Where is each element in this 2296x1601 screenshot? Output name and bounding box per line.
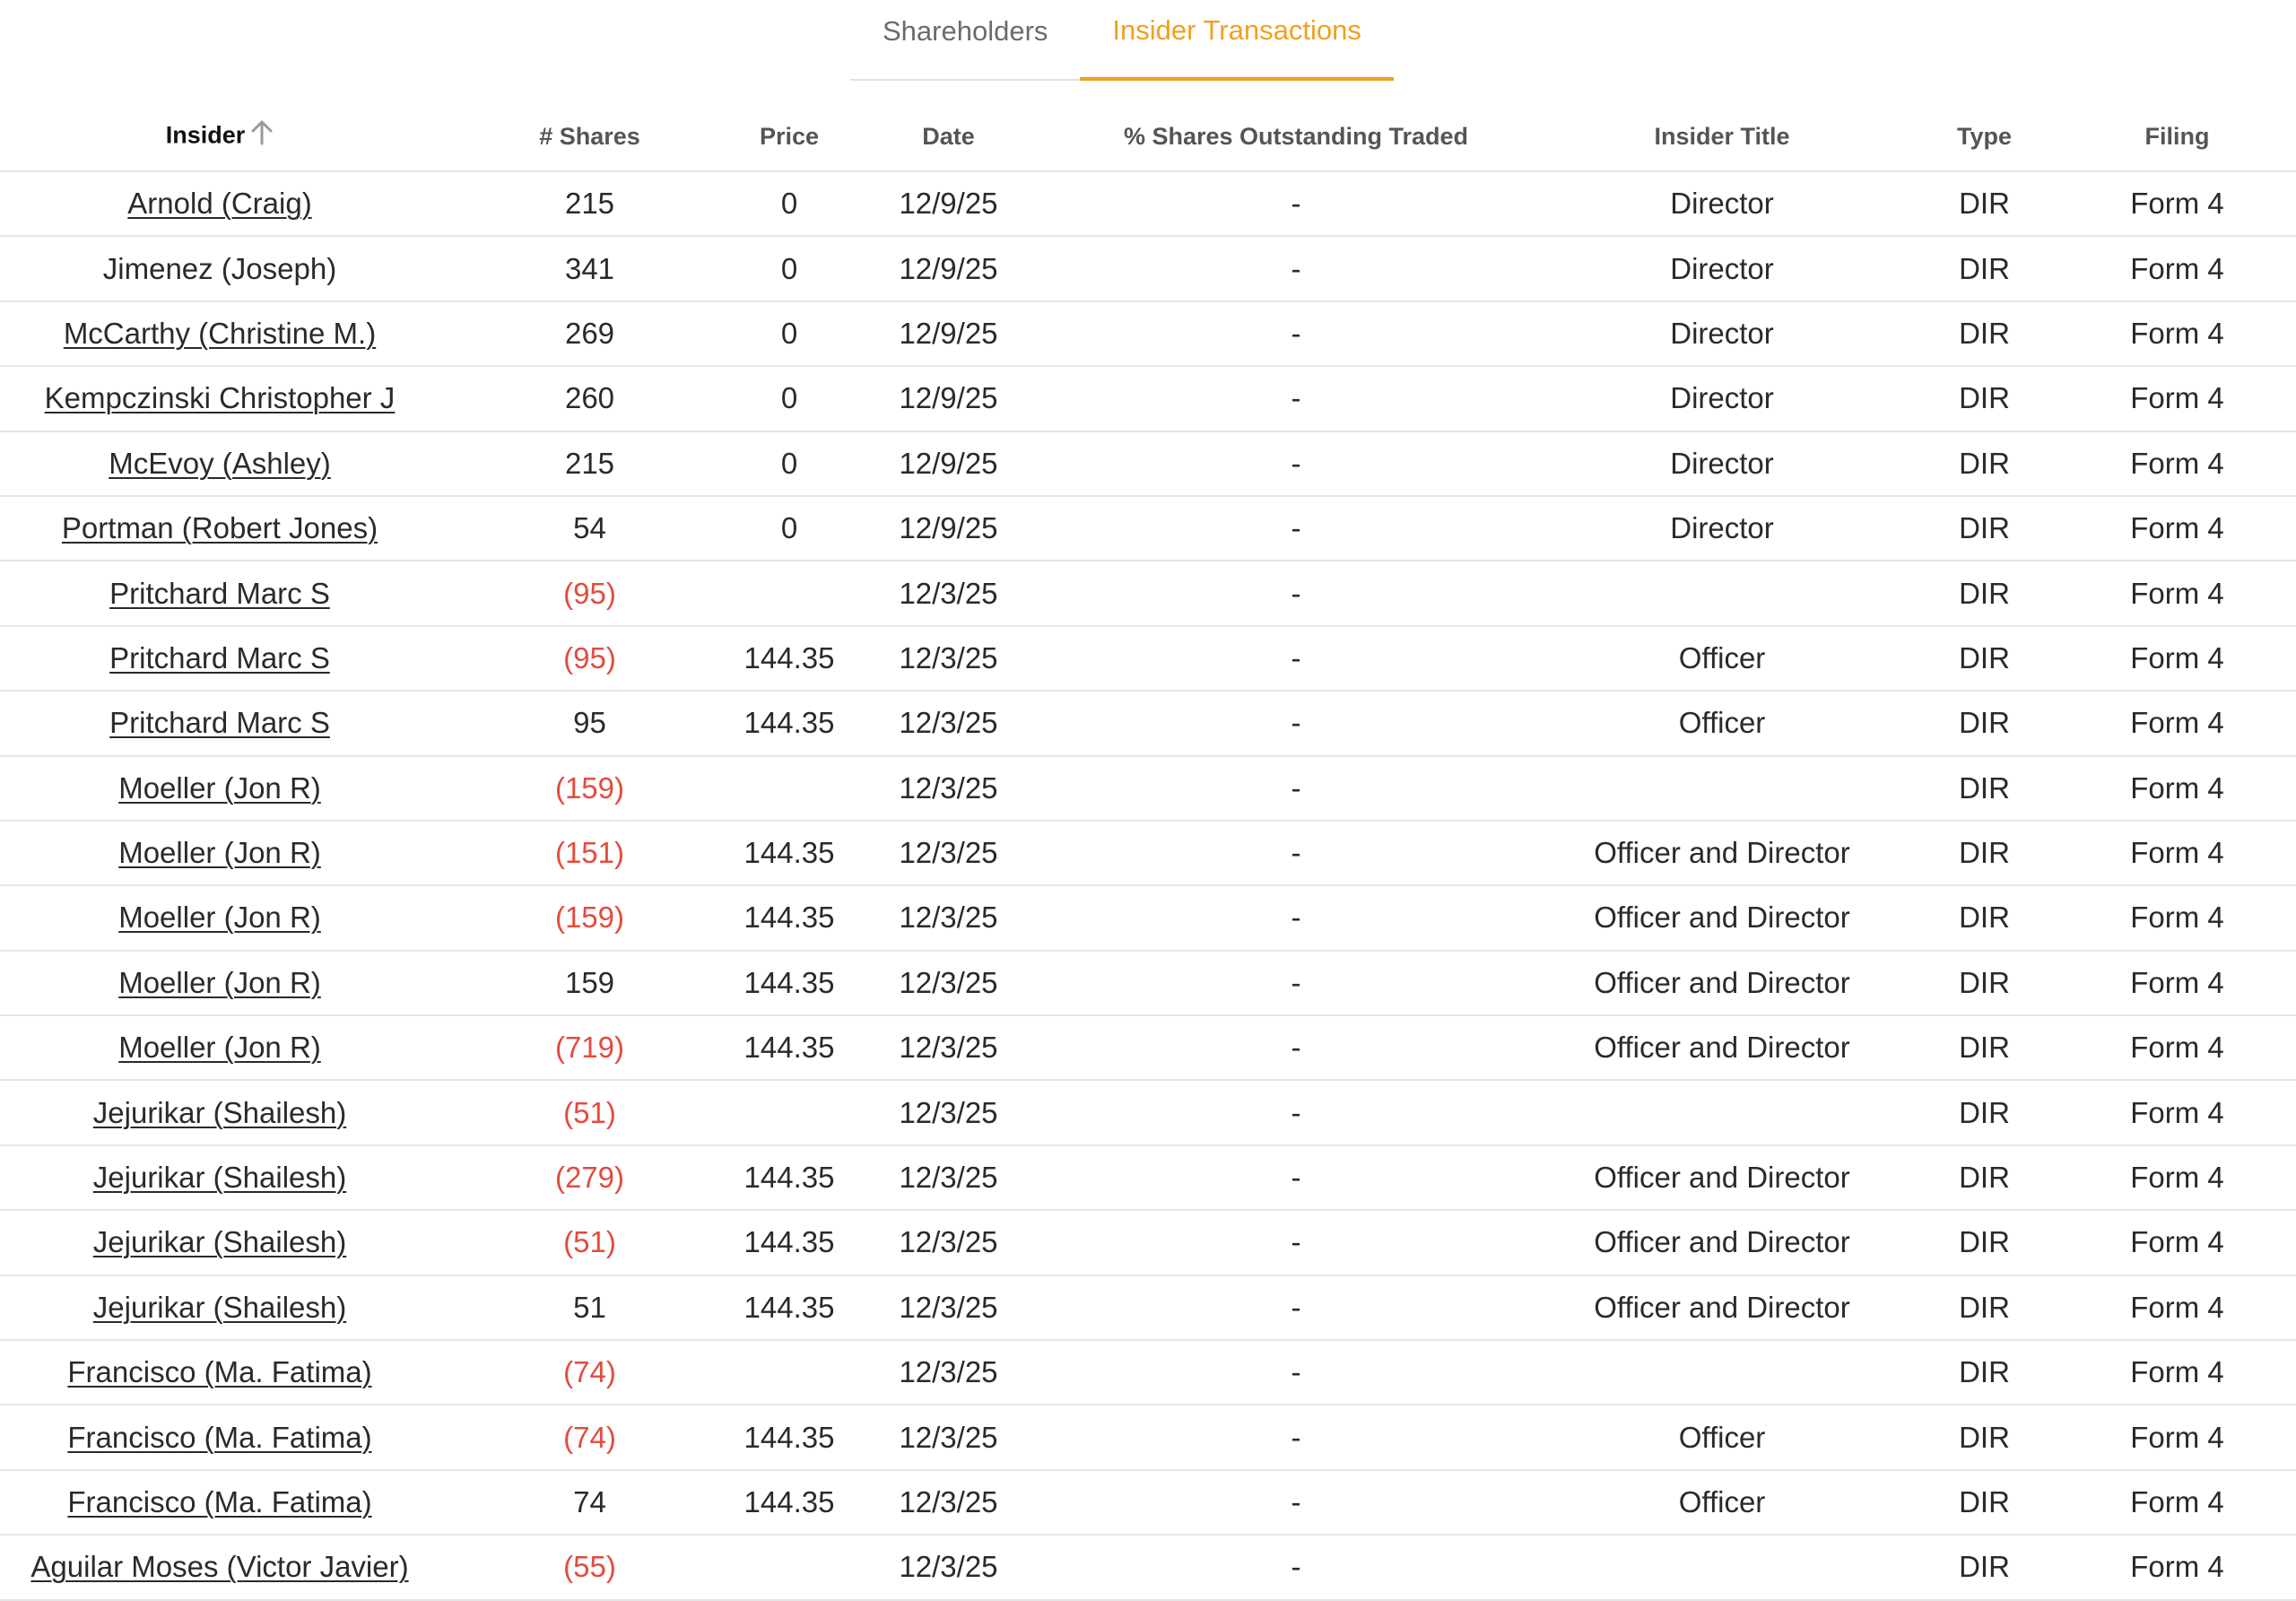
price-cell: 144.35 [740,951,839,1015]
insider-cell [0,1405,439,1469]
insider-link[interactable]: Moeller (Jon R) [118,836,321,870]
table-header-row [0,102,2296,171]
filing-link[interactable]: Form 4 [2130,381,2224,415]
insider-link[interactable]: Jejurikar (Shailesh) [92,1290,347,1324]
shares-cell: (159) [439,756,740,821]
type-cell: DIR [1910,821,2058,885]
date-cell: 12/3/25 [839,1275,1058,1340]
pct-outstanding-cell: - [1058,821,1534,885]
table-row [0,236,2296,300]
insider-link[interactable]: Pritchard Marc S [109,640,330,674]
shares-cell: (95) [439,561,740,625]
table-row [0,885,2296,950]
price-cell: 144.35 [740,1405,839,1469]
shares-cell: 215 [439,431,740,496]
filing-link[interactable]: Form 4 [2130,316,2224,350]
filing-cell [2058,1145,2296,1210]
price-cell: 0 [740,171,839,236]
date-cell: 12/3/25 [839,1470,1058,1535]
table-row [0,951,2296,1015]
type-cell: DIR [1910,1535,2058,1599]
column-header-type[interactable] [1910,102,2058,171]
date-cell: 12/3/25 [839,1535,1058,1599]
filing-cell [2058,885,2296,950]
insider-link[interactable]: Jejurikar (Shailesh) [92,1095,347,1129]
price-cell [740,756,839,821]
type-cell: DIR [1910,301,2058,366]
filing-cell [2058,626,2296,691]
price-cell [740,561,839,625]
filing-link[interactable]: Form 4 [2130,187,2224,221]
filing-link[interactable]: Form 4 [2130,251,2224,285]
shares-cell: (55) [439,1535,740,1599]
table-row [0,1080,2296,1144]
filing-link[interactable]: Form 4 [2130,706,2224,740]
insider-name: Jimenez (Joseph) [102,251,337,285]
type-cell: DIR [1910,1340,2058,1405]
insider-cell [0,1210,439,1275]
price-cell: 144.35 [740,626,839,691]
insider-cell [0,821,439,885]
insider-link[interactable]: Jejurikar (Shailesh) [92,1225,347,1259]
filing-cell [2058,1015,2296,1080]
filing-cell [2058,366,2296,431]
insider-link[interactable]: Moeller (Jon R) [118,965,321,999]
insider-cell [0,691,439,755]
shares-cell: 341 [439,236,740,300]
insider-link[interactable]: McEvoy (Ashley) [109,446,331,480]
insider-link[interactable]: Jejurikar (Shailesh) [92,1161,347,1195]
shares-cell: 74 [439,1470,740,1535]
date-cell: 12/3/25 [839,1340,1058,1405]
insider-title-cell: Officer [1534,626,1910,691]
insider-title-cell: Officer [1534,691,1910,755]
price-cell: 144.35 [740,1210,839,1275]
type-cell: DIR [1910,885,2058,950]
type-cell: DIR [1910,496,2058,561]
pct-outstanding-cell: - [1058,561,1534,625]
insider-title-cell: Officer and Director [1534,885,1910,950]
table-row [0,1145,2296,1210]
insider-title-cell: Officer and Director [1534,1145,1910,1210]
insider-cell [0,1080,439,1144]
date-cell: 12/3/25 [839,626,1058,691]
price-cell: 0 [740,496,839,561]
filing-link[interactable]: Form 4 [2130,770,2224,805]
insider-link[interactable]: Portman (Robert Jones) [61,511,378,545]
filing-link[interactable]: Form 4 [2130,836,2224,870]
pct-outstanding-cell: - [1058,1275,1534,1340]
pct-outstanding-cell: - [1058,691,1534,755]
insider-link[interactable]: Moeller (Jon R) [118,770,321,805]
price-cell: 144.35 [740,821,839,885]
column-header-shares[interactable] [439,102,740,171]
shares-cell: (159) [439,885,740,950]
column-header-date-label: Date [922,122,975,150]
table-row [0,1405,2296,1469]
column-header-filing[interactable] [2058,102,2296,171]
column-header-price[interactable] [740,102,839,171]
insider-link[interactable]: Pritchard Marc S [109,706,330,740]
table-row [0,1015,2296,1080]
type-cell: DIR [1910,561,2058,625]
shares-cell: 215 [439,171,740,236]
date-cell: 12/3/25 [839,756,1058,821]
type-cell: DIR [1910,431,2058,496]
pct-outstanding-cell: - [1058,1340,1534,1405]
shares-cell: (95) [439,626,740,691]
insider-title-cell: Director [1534,366,1910,431]
type-cell: DIR [1910,1275,2058,1340]
filing-cell [2058,1535,2296,1599]
insider-title-cell: Officer and Director [1534,951,1910,1015]
filing-cell [2058,1210,2296,1275]
type-cell: DIR [1910,951,2058,1015]
insider-cell [0,756,439,821]
price-cell: 144.35 [740,885,839,950]
pct-outstanding-cell: - [1058,626,1534,691]
insider-cell [0,1275,439,1340]
pct-outstanding-cell: - [1058,171,1534,236]
insider-title-cell: Director [1534,496,1910,561]
shares-cell: (74) [439,1340,740,1405]
date-cell: 12/9/25 [839,301,1058,366]
date-cell: 12/9/25 [839,431,1058,496]
filing-cell [2058,1405,2296,1469]
filing-link[interactable]: Form 4 [2130,1485,2224,1518]
type-cell: DIR [1910,1405,2058,1469]
filing-cell [2058,821,2296,885]
insider-cell [0,1535,439,1599]
table-row [0,626,2296,691]
table-row [0,496,2296,561]
pct-outstanding-cell: - [1058,431,1534,496]
insider-cell [0,1470,439,1535]
filing-link[interactable]: Form 4 [2130,1355,2224,1389]
table-row [0,756,2296,821]
insider-title-cell: Director [1534,171,1910,236]
tab-shareholders-label: Shareholders [883,15,1048,47]
insider-cell [0,171,439,236]
tab-insider-transactions-label: Insider Transactions [1112,14,1361,46]
filing-link[interactable]: Form 4 [2130,1290,2224,1324]
filing-link[interactable]: Form 4 [2130,901,2224,935]
filing-cell [2058,1275,2296,1340]
table-row [0,821,2296,885]
pct-outstanding-cell: - [1058,236,1534,300]
insider-cell [0,496,439,561]
tab-insider-transactions[interactable] [1080,0,1393,81]
tab-bar [850,0,1394,81]
insider-cell [0,951,439,1015]
table-row [0,1210,2296,1275]
insider-cell [0,1340,439,1405]
shares-cell: 51 [439,1275,740,1340]
pct-outstanding-cell: - [1058,1470,1534,1535]
insider-link[interactable]: Aguilar Moses (Victor Javier) [30,1550,409,1584]
insider-transactions-table [0,102,2296,1601]
column-header-insider[interactable] [0,102,439,171]
insider-link[interactable]: Moeller (Jon R) [118,901,321,935]
shares-cell: (279) [439,1145,740,1210]
filing-link[interactable]: Form 4 [2130,1031,2224,1065]
price-cell [740,1080,839,1144]
insider-cell [0,1145,439,1210]
price-cell: 144.35 [740,1015,839,1080]
date-cell: 12/3/25 [839,951,1058,1015]
insider-title-cell: Officer [1534,1470,1910,1535]
column-header-insider-title-label: Insider Title [1654,122,1790,150]
filing-cell [2058,561,2296,625]
date-cell: 12/3/25 [839,1080,1058,1144]
date-cell: 12/9/25 [839,366,1058,431]
filing-link[interactable]: Form 4 [2130,640,2224,674]
insider-title-cell: Officer and Director [1534,821,1910,885]
pct-outstanding-cell: - [1058,951,1534,1015]
insider-link[interactable]: Pritchard Marc S [109,576,330,610]
pct-outstanding-cell: - [1058,1015,1534,1080]
column-header-date[interactable] [839,102,1058,171]
pct-outstanding-cell: - [1058,1405,1534,1469]
pct-outstanding-cell: - [1058,1210,1534,1275]
shares-cell: 269 [439,301,740,366]
shares-cell: 54 [439,496,740,561]
arrow-up-icon[interactable] [250,118,274,152]
price-cell: 144.35 [740,1145,839,1210]
column-header-insider-title[interactable] [1534,102,1910,171]
price-cell [740,1340,839,1405]
pct-outstanding-cell: - [1058,1535,1534,1599]
insider-cell [0,301,439,366]
insider-title-cell: Director [1534,301,1910,366]
insider-cell [0,431,439,496]
filing-link[interactable]: Form 4 [2130,1161,2224,1195]
type-cell: DIR [1910,1015,2058,1080]
insider-title-cell: Officer [1534,1405,1910,1469]
date-cell: 12/3/25 [839,821,1058,885]
table-row [0,561,2296,625]
filing-cell [2058,301,2296,366]
filing-cell [2058,951,2296,1015]
shares-cell: 260 [439,366,740,431]
type-cell: DIR [1910,171,2058,236]
type-cell: DIR [1910,1210,2058,1275]
insider-cell [0,1015,439,1080]
filing-link[interactable]: Form 4 [2130,1225,2224,1259]
date-cell: 12/9/25 [839,236,1058,300]
column-header-pct-outstanding[interactable] [1058,102,1534,171]
price-cell: 0 [740,301,839,366]
date-cell: 12/3/25 [839,1405,1058,1469]
insider-title-cell: Officer and Director [1534,1015,1910,1080]
pct-outstanding-cell: - [1058,301,1534,366]
table-row [0,1470,2296,1535]
price-cell: 144.35 [740,1470,839,1535]
type-cell: DIR [1910,236,2058,300]
filing-cell [2058,1080,2296,1144]
insider-title-cell [1534,1340,1910,1405]
type-cell: DIR [1910,1080,2058,1144]
insider-cell [0,626,439,691]
insider-link[interactable]: McCarthy (Christine M.) [63,316,377,350]
insider-title-cell [1534,561,1910,625]
table-row [0,431,2296,496]
filing-cell [2058,1340,2296,1405]
price-cell: 0 [740,236,839,300]
pct-outstanding-cell: - [1058,756,1534,821]
date-cell: 12/3/25 [839,561,1058,625]
insider-link[interactable]: Francisco (Ma. Fatima) [67,1485,372,1518]
table-row [0,171,2296,236]
shares-cell: (719) [439,1015,740,1080]
insider-title-cell: Director [1534,236,1910,300]
table-row [0,691,2296,755]
filing-link[interactable]: Form 4 [2130,511,2224,545]
insider-title-cell [1534,756,1910,821]
price-cell: 0 [740,431,839,496]
price-cell: 144.35 [740,691,839,755]
price-cell: 144.35 [740,1275,839,1340]
date-cell: 12/3/25 [839,885,1058,950]
column-header-type-label: Type [1956,122,2012,150]
filing-link[interactable]: Form 4 [2130,965,2224,999]
type-cell: DIR [1910,691,2058,755]
insider-title-cell [1534,1535,1910,1599]
filing-link[interactable]: Form 4 [2130,1095,2224,1129]
pct-outstanding-cell: - [1058,366,1534,431]
insider-title-cell [1534,1080,1910,1144]
insider-cell [0,885,439,950]
insider-cell [0,366,439,431]
shares-cell: (51) [439,1080,740,1144]
filing-cell [2058,236,2296,300]
date-cell: 12/3/25 [839,1145,1058,1210]
shares-cell: (151) [439,821,740,885]
column-header-filing-label: Filing [2144,122,2210,150]
type-cell: DIR [1910,1145,2058,1210]
date-cell: 12/3/25 [839,691,1058,755]
filing-cell [2058,171,2296,236]
insider-link[interactable]: Francisco (Ma. Fatima) [67,1355,372,1389]
shares-cell: (51) [439,1210,740,1275]
insider-title-cell: Director [1534,431,1910,496]
filing-link[interactable]: Form 4 [2130,446,2224,480]
shares-cell: (74) [439,1405,740,1469]
insider-link[interactable]: Moeller (Jon R) [118,1031,321,1065]
table-row [0,301,2296,366]
type-cell: DIR [1910,756,2058,821]
price-cell: 0 [740,366,839,431]
insider-cell [0,561,439,625]
filing-cell [2058,1470,2296,1535]
tab-shareholders[interactable] [850,0,1080,81]
date-cell: 12/9/25 [839,171,1058,236]
insider-link[interactable]: Arnold (Craig) [127,187,312,221]
table-row [0,1275,2296,1340]
pct-outstanding-cell: - [1058,496,1534,561]
column-header-pct-outstanding-label: % Shares Outstanding Traded [1123,122,1469,150]
pct-outstanding-cell: - [1058,885,1534,950]
column-header-shares-label: # Shares [539,122,640,150]
shares-cell: 95 [439,691,740,755]
table-row [0,366,2296,431]
filing-cell [2058,756,2296,821]
type-cell: DIR [1910,366,2058,431]
insider-link[interactable]: Kempczinski Christopher J [44,381,396,415]
type-cell: DIR [1910,626,2058,691]
pct-outstanding-cell: - [1058,1145,1534,1210]
type-cell: DIR [1910,1470,2058,1535]
insider-title-cell: Officer and Director [1534,1210,1910,1275]
column-header-price-label: Price [759,122,820,150]
insider-link[interactable]: Francisco (Ma. Fatima) [67,1420,372,1454]
filing-link[interactable]: Form 4 [2130,576,2224,610]
column-header-insider-label: Insider [165,121,246,149]
filing-cell [2058,431,2296,496]
table-row [0,1535,2296,1599]
insider-title-cell: Officer and Director [1534,1275,1910,1340]
shares-cell: 159 [439,951,740,1015]
date-cell: 12/9/25 [839,496,1058,561]
insider-cell [0,236,439,300]
table-body [0,171,2296,1600]
filing-link[interactable]: Form 4 [2130,1420,2224,1454]
table-row [0,1340,2296,1405]
filing-cell [2058,691,2296,755]
filing-link[interactable]: Form 4 [2130,1550,2224,1584]
price-cell [740,1535,839,1599]
pct-outstanding-cell: - [1058,1080,1534,1144]
date-cell: 12/3/25 [839,1015,1058,1080]
filing-cell [2058,496,2296,561]
date-cell: 12/3/25 [839,1210,1058,1275]
